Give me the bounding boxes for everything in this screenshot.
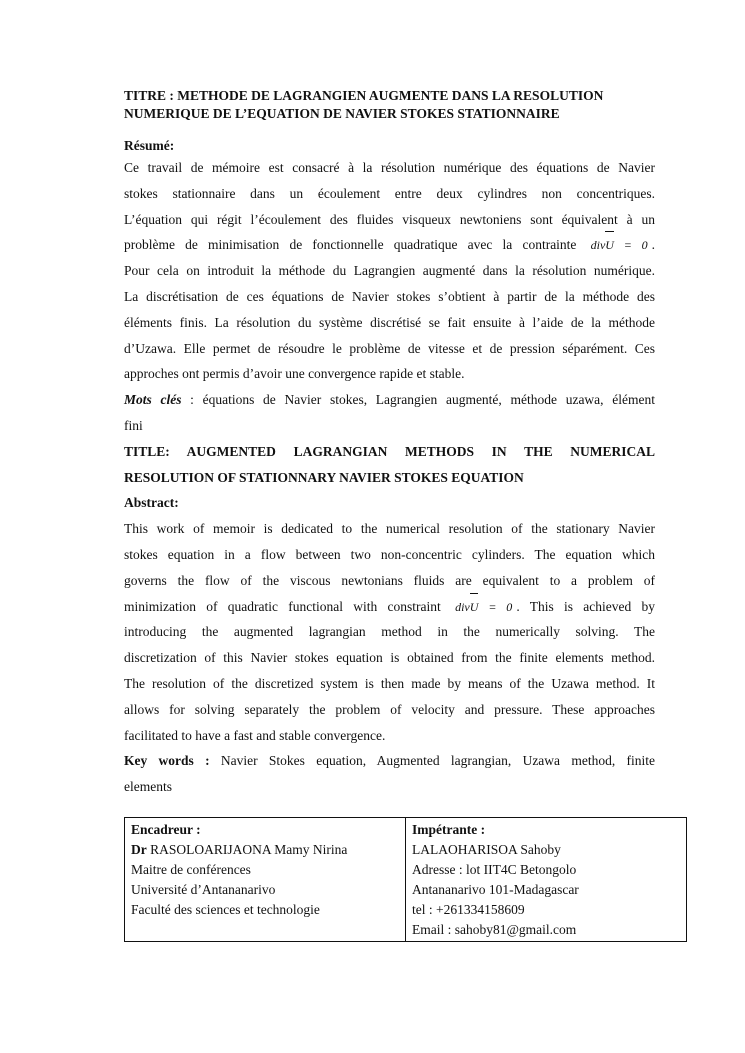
candidate-cell xyxy=(406,818,687,942)
resume-line: stokes stationnaire dans un écoulement entre deux cylindres non concentriques. xyxy=(124,185,655,201)
abstract-line: discretization of this Navier stokes equation is obtained from the finite elements method. xyxy=(124,650,655,666)
supervisor-name-line xyxy=(131,840,399,860)
mots-cles-label: Mots clés xyxy=(124,392,182,408)
abstract-label: Abstract: xyxy=(124,495,179,511)
candidate-heading: Impétrante : xyxy=(412,822,486,837)
abstract-line: This work of memoir is dedicated to the numerical resolution of the stationary Navier xyxy=(124,521,655,537)
candidate-email: Email : sahoby81@gmail.com xyxy=(412,922,577,937)
abstract-line: governs the flow of the viscous newtonians fluids are equivalent to a problem of xyxy=(124,572,655,588)
key-words-line-2: elements xyxy=(124,779,172,795)
supervisor-cell xyxy=(125,818,406,942)
abstract-line-end: . This is achieved by xyxy=(516,598,656,614)
abstract-line: introducing the augmented lagrangian method in the numerically solving. The xyxy=(124,624,655,640)
document-page xyxy=(124,87,655,800)
resume-line: Pour cela on introduit la méthode du Lagrangien augmenté dans la résolution numérique. xyxy=(124,263,655,279)
candidate-city: Antananarivo 101-Madagascar xyxy=(412,882,579,897)
resume-paragraph xyxy=(124,155,655,439)
supervisor-name: RASOLOARIJAONA Mamy Nirina xyxy=(146,842,348,857)
resume-line-with-math xyxy=(124,232,655,258)
contact-table xyxy=(124,817,687,942)
math-vector-u: U xyxy=(605,233,614,259)
resume-line: La discrétisation de ces équations de Navier stokes s’obtient à partir de la méthode des xyxy=(124,288,655,304)
candidate-phone: tel : +261334158609 xyxy=(412,902,525,917)
candidate-name: LALAOHARISOA Sahoby xyxy=(412,842,561,857)
mots-cles-line-2: fini xyxy=(124,417,143,433)
resume-line-end: . xyxy=(651,237,656,253)
mots-cles-text: : équations de Navier stokes, Lagrangien augmenté, méthode uzawa, élément xyxy=(181,392,655,408)
key-words-text: Navier Stokes equation, Augmented lagrangian, Uzawa method, finite xyxy=(209,753,655,769)
resume-line-text: problème de minimisation de fonctionnelle quadratique avec la contrainte xyxy=(124,237,577,253)
divergence-constraint xyxy=(591,238,648,252)
abstract-paragraph xyxy=(124,516,655,800)
french-title-line-2: NUMERIQUE DE L’EQUATION DE NAVIER STOKES STATIONNAIRE xyxy=(124,106,560,121)
abstract-line: facilitated to have a fast and stable convergence. xyxy=(124,727,386,743)
french-title xyxy=(124,87,655,123)
supervisor-heading: Encadreur : xyxy=(131,822,201,837)
resume-line: Ce travail de mémoire est consacré à la résolution numérique des équations de Navier xyxy=(124,160,655,175)
math-equals-zero: = 0 xyxy=(488,599,513,614)
english-title-line-2: RESOLUTION OF STATIONNARY NAVIER STOKES EQUATION xyxy=(124,469,524,485)
divergence-constraint-en xyxy=(455,600,512,614)
supervisor-faculty: Faculté des sciences et technologie xyxy=(131,902,320,917)
resume-line: approches ont permis d’avoir une convergence rapide et stable. xyxy=(124,366,465,382)
mots-cles-line xyxy=(124,387,655,413)
math-div: div xyxy=(590,238,606,253)
english-title xyxy=(124,439,655,491)
math-vector-u: U xyxy=(470,595,479,621)
resume-line: d’Uzawa. Elle permet de résoudre le problème de vitesse et de pression séparément. Ces xyxy=(124,340,655,356)
supervisor-university: Université d’Antananarivo xyxy=(131,882,276,897)
candidate-address: Adresse : lot IIT4C Betongolo xyxy=(412,862,577,877)
resume-label: Résumé: xyxy=(124,138,175,153)
abstract-line-text: minimization of quadratic functional with constraint xyxy=(124,598,441,614)
french-title-line-1: TITRE : METHODE DE LAGRANGIEN AUGMENTE DANS LA RESOLUTION xyxy=(124,88,604,103)
supervisor-rank: Maitre de conférences xyxy=(131,862,251,877)
resume-line: L’équation qui régit l’écoulement des fluides visqueux newtoniens sont équivalent à un xyxy=(124,211,655,227)
key-words-label: Key words : xyxy=(124,753,210,769)
supervisor-title: Dr xyxy=(131,842,147,857)
abstract-line: The resolution of the discretized system is then made by means of the Uzawa method. It xyxy=(124,675,655,691)
abstract-line: stokes equation in a flow between two non-concentric cylinders. The equation which xyxy=(124,546,655,562)
math-div: div xyxy=(455,599,470,614)
abstract-line-with-math xyxy=(124,594,655,620)
resume-line: éléments finis. La résolution du système discrétisé se fait ensuite à l’aide de la méthode xyxy=(124,314,655,330)
abstract-line: allows for solving separately the problem of velocity and pressure. These approaches xyxy=(124,701,655,717)
key-words-line xyxy=(124,748,655,774)
english-title-line-1: TITLE: AUGMENTED LAGRANGIAN METHODS IN THE NUMERICAL xyxy=(124,443,655,459)
math-equals-zero: = 0 xyxy=(623,238,648,253)
